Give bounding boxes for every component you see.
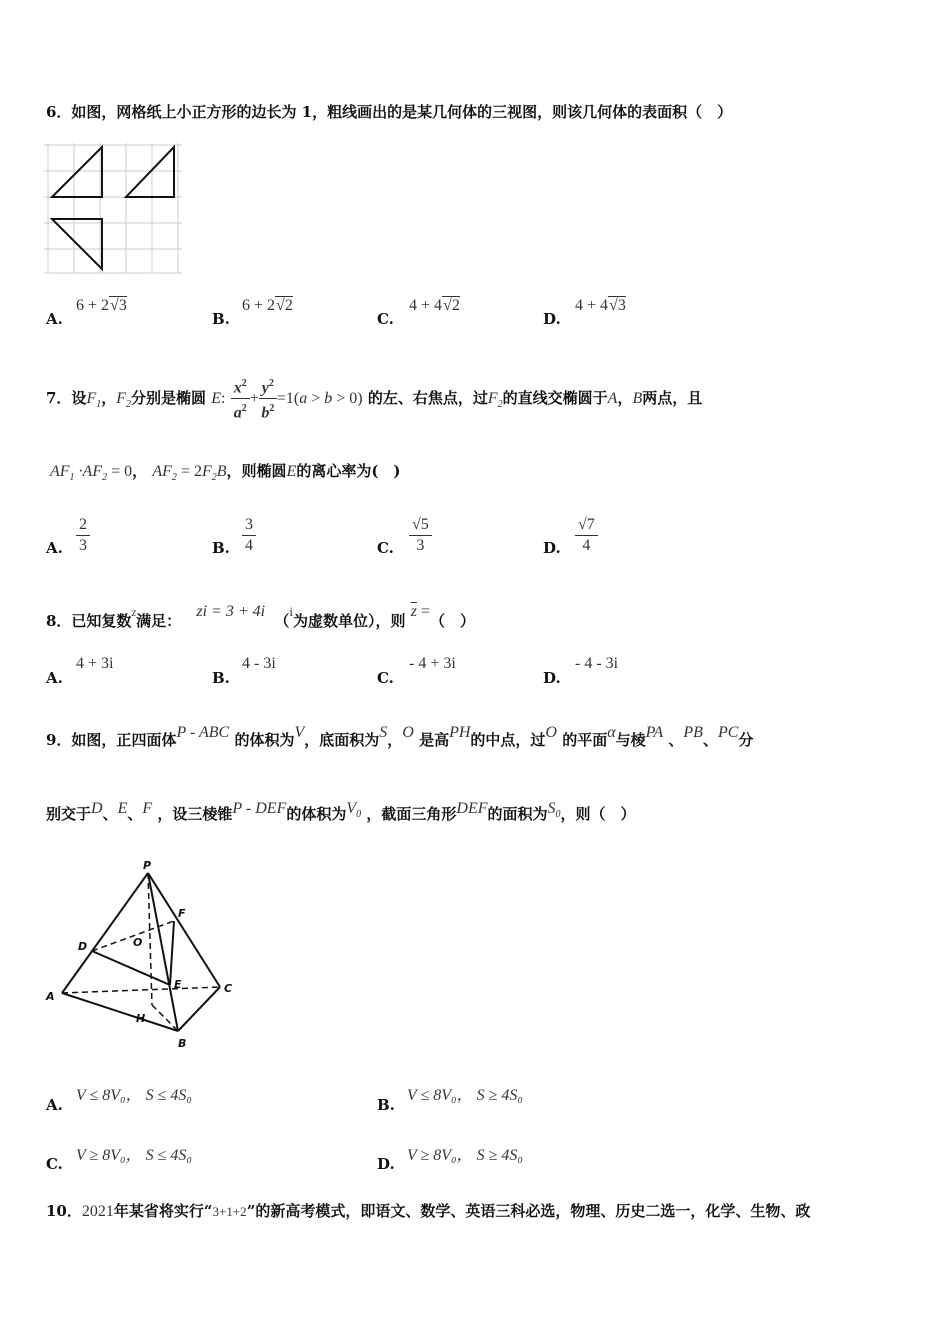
fig-label-o: O bbox=[133, 936, 143, 949]
q6-option-c[interactable]: 4 + 4√2 bbox=[409, 297, 460, 314]
q10-stem: 10．2021年某省将实行“3+1+2”的新高考模式，即语文、数学、英语三科必选，物理、历史二选一，化学、生物、政 bbox=[46, 1202, 811, 1220]
q8-option-a[interactable]: 4 + 3i bbox=[76, 655, 114, 672]
q9-tetrahedron-figure bbox=[40, 855, 250, 1055]
q7-option-label: B. bbox=[212, 539, 230, 557]
q6-three-view-figure bbox=[44, 143, 184, 275]
q9-line1: 9．如图，正四面体P - ABC 的体积为V，底面积为S，O 是高PH的中点，过O 的平面α与棱PA 、PB、PC分 bbox=[46, 724, 754, 749]
q8-option-label: D. bbox=[543, 669, 561, 687]
q9-option-label: D. bbox=[377, 1155, 395, 1173]
q9-option-c[interactable]: V ≥ 8V₀， S ≤ 4S₀ bbox=[76, 1147, 192, 1164]
q7-options bbox=[46, 515, 866, 565]
q8-option-d[interactable]: - 4 - 3i bbox=[575, 655, 619, 672]
q6-option-d[interactable]: 4 + 4√3 bbox=[575, 297, 626, 314]
q9-option-label: A. bbox=[46, 1096, 63, 1114]
q6-option-a[interactable]: 6 + 2√3 bbox=[76, 297, 127, 314]
q6-option-b[interactable]: 6 + 2√2 bbox=[242, 297, 293, 314]
q8-options bbox=[46, 655, 866, 685]
q7-option-label: A. bbox=[46, 539, 63, 557]
q6-options bbox=[46, 297, 866, 327]
top-view-triangle bbox=[52, 219, 102, 269]
q8-option-label: B. bbox=[212, 669, 230, 687]
fig-label-b: B bbox=[178, 1037, 187, 1050]
q7-option-b[interactable]: $\frac{3}{4}$ bbox=[242, 515, 256, 556]
q8-option-b[interactable]: 4 - 3i bbox=[242, 655, 276, 672]
q8-option-label: C. bbox=[377, 669, 394, 687]
front-view-triangle bbox=[52, 147, 102, 197]
fig-label-e: E bbox=[174, 978, 182, 991]
q9-option-a[interactable]: V ≤ 8V₀， S ≤ 4S₀ bbox=[76, 1087, 192, 1104]
q9-option-d[interactable]: V ≥ 8V₀， S ≥ 4S₀ bbox=[407, 1147, 523, 1164]
q9-options bbox=[46, 1080, 866, 1173]
q6-stem: 6．如图，网格纸上小正方形的边长为 1，粗线画出的是某几何体的三视图，则该几何体的表面积（ ） bbox=[46, 103, 733, 121]
q7-option-label: C. bbox=[377, 539, 394, 557]
q8-option-c[interactable]: - 4 + 3i bbox=[409, 655, 456, 672]
q7-option-a[interactable]: $\frac{2}{3}$ bbox=[76, 515, 90, 556]
fig-label-h: H bbox=[136, 1012, 146, 1025]
fig-label-p: P bbox=[143, 859, 152, 872]
q7-option-d[interactable]: $\frac{√7}{4}$ bbox=[575, 515, 598, 556]
q9-option-label: C. bbox=[46, 1155, 63, 1173]
q6-option-label: B. bbox=[212, 310, 230, 328]
q7-line1: 7．设$F_1$，$F_2$分别是椭圆 E: $\frac{x^2}{a^2}$ + $\frac{y^2}{b^2}$ =1(a > b > 0) 的左、右焦点，过$F_2$的直线交椭圆于A，B两点，且 bbox=[46, 374, 702, 424]
q8-option-label: A. bbox=[46, 669, 63, 687]
q9-option-label: B. bbox=[377, 1096, 395, 1114]
q9-option-b[interactable]: V ≤ 8V₀， S ≥ 4S₀ bbox=[407, 1087, 523, 1104]
q9-line2: 别交于D、E、F ，设三棱锥P - DEF的体积为$V_0$ ，截面三角形DEF的面积为$S_0$，则（ ） bbox=[46, 800, 636, 823]
fig-label-d: D bbox=[78, 940, 88, 953]
fig-label-c: C bbox=[224, 982, 233, 995]
q7-option-label: D. bbox=[543, 539, 561, 557]
q7-option-c[interactable]: $\frac{√5}{3}$ bbox=[409, 515, 432, 556]
q6-option-label: C. bbox=[377, 310, 394, 328]
q6-option-label: A. bbox=[46, 310, 63, 328]
q7-line2: $AF_1 \cdot AF_2 = 0$， $AF_2 = 2F_2B$，则椭圆E的离心率为( ) bbox=[50, 462, 401, 484]
q6-option-label: D. bbox=[543, 310, 561, 328]
fig-label-a: A bbox=[46, 990, 55, 1003]
fig-label-f: F bbox=[178, 907, 186, 920]
side-view-triangle bbox=[126, 147, 174, 197]
q8-stem: 8．已知复数z满足： zi = 3 + 4i （i为虚数单位），则 $\overline{z}$ =（ ） bbox=[46, 603, 475, 630]
